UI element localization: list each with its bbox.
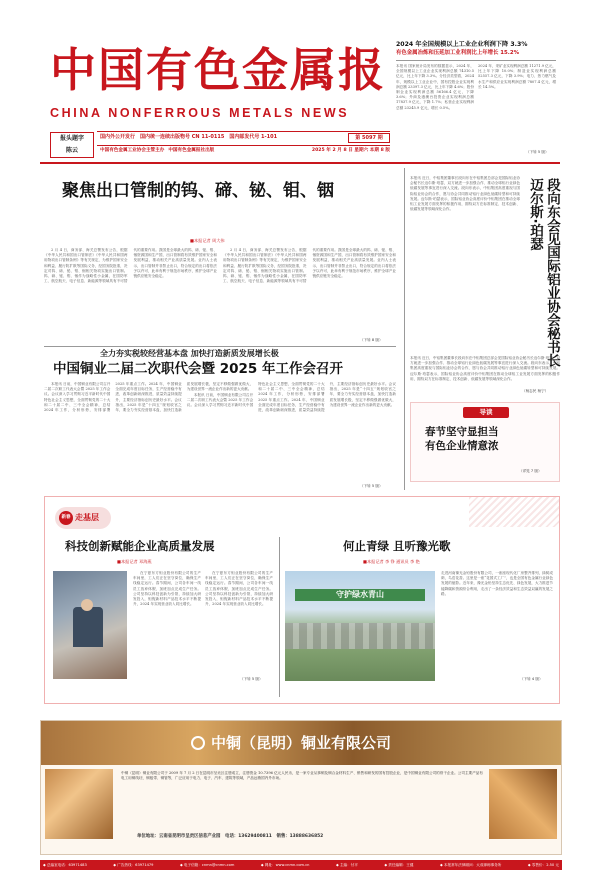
footer-item: ◆ 总编室电话：63971483 (43, 862, 87, 867)
guide-label: 导读 (463, 407, 509, 418)
footer-item: ◆ 主编：付平 (335, 862, 358, 867)
ad-contact (137, 833, 477, 839)
spring-right-photo (285, 571, 435, 681)
side-author: （杨志民 杨宁） (522, 389, 549, 393)
spring-left-headline: 科技创新赋能企业高质量发展 (65, 539, 215, 553)
feature-byline: ■本报记者 周大伟 (190, 238, 225, 243)
spring-right-byline: ■本报记者 李 铮 通讯员 李 艳 (363, 559, 420, 564)
top-headline-1: 2024 年全国规模以上工业企业利润下降 3.3% (396, 41, 528, 48)
publish-info: 国内外公开发行 (100, 134, 136, 140)
top-news (396, 40, 556, 158)
side-headline (524, 178, 560, 368)
spring-right-body: 走进河南豫光金铅股份有限公司，一座座现代化厂房整齐排列，绿树成荫，鸟语花香。这里是一座“花园式工厂”，也是全国有色金属行业绿色发展的缩影。近年来，豫光金铅坚持生态优先、绿色发展，大力推进节能降碳和资源综合利用，走出了一条经济效益和生态效益双赢的发展之路。 (441, 571, 553, 596)
feature-paragraph-cont: 2 月 4 日，商务部、海关总署发布公告，根据《中华人民共和国出口管制法》《中华人民共和国两用物项出口管制条例》等有关规定，为维护国家安全和利益、履行防扩散等国际义务，经国务院批准，决定对钨、碲、铋、钼、铟相关物项实施出口管制。钨、碲、铋、钼、铟作为战略性小金属，在国防军工、航空航天、电子信息、新能源等领域具有不可替代的重要作用。我国是全球最大的钨、碲、铋、钼、铟资源国和生产国，出口管制将有效维护国家安全和发展利益，推动相关产业高质量发展。业内人士表示，出口管制并非禁止出口，符合规定的出口将依法予以许可，此举有利于规范市场秩序，维护全球产业链供应链安全稳定。 (223, 248, 396, 284)
copper-paragraph: 本报讯 日前，中国铜业有限公司召开二届二次职工代表大会暨 2025 年工作会议。会议深入学习贯彻习近平新时代中国特色社会主义思想，全面贯彻党的二十大和二十届二中、三中全会精神，总结 2024 年工作，分析形势，安排部署 2025 年重点工作。2024 年，中国铜业全面完成年度目标任务，生产经营稳中有进，改革创新纵深推进，质量效益持续提升，主要经济指标创历史最好水平。会议指出，2025 年是“十四五”规划收官之年，要全力夯实经营基本盘，加快打造新质发展增长极，坚定不移做强做优做大，为建设世界一流企业作出新的更大贡献。 (44, 382, 254, 413)
spring-right-more: （下转 4 版） (520, 677, 543, 681)
cn-number: 国内统一连续出版物号 CN 11-0115 (140, 134, 225, 140)
top-news-col2: 2024 年，采矿业实现利润总额 11271.9 亿元，比上年下降 10.0%；制造业实现利润总额 52557.3 亿元，下降 3.9%；电力、热力燃气及水生产和供应业实现利润总额 7807.4 亿元，增长 14.5%。 (478, 64, 556, 89)
masthead-english: CHINA NONFERROUS METALS NEWS (50, 106, 350, 120)
top-news-more: （下转 5 版） (526, 150, 549, 154)
copper-subhead: 全力夯实税较经营基本盘 加快打造新质发展增长极 (100, 349, 279, 358)
copper-body (44, 382, 396, 478)
spring-section (44, 496, 560, 704)
feature-paragraph: 2 月 4 日，商务部、海关总署发布公告，根据《中华人民共和国出口管制法》《中华人民共和国两用物项出口管制条例》等有关规定，为维护国家安全和利益、履行防扩散等国际义务，经国务院批准，决定对钨、碲、铋、钼、铟相关物项实施出口管制。钨、碲、铋、钼、铟作为战略性小金属，在国防军工、航空航天、电子信息、新能源等领域具有不可替代的重要作用。我国是全球最大的钨、碲、铋、钼、铟资源国和生产国，出口管制将有效维护国家安全和发展利益，推动相关产业高质量发展。业内人士表示，出口管制并非禁止出口，符合规定的出口将依法予以许可，此举有利于规范市场秩序，维护全球产业链供应链安全稳定。 (44, 248, 217, 284)
spring-left-photo (53, 571, 127, 679)
spring-left-byline: ■本报记者 邓海燕 (117, 559, 152, 564)
guide-box[interactable] (410, 402, 560, 482)
footer-item: ◆ 本报常年法律顾问：大成律师事务所 (439, 862, 502, 867)
side-headline-text: 段向东会见国际铝业协会秘书长迈尔斯·珀瑟 (527, 178, 560, 367)
top-headline-2: 有色金属冶炼和压延加工业利润比上年增长 15.2% (396, 50, 520, 56)
footer-item: ◆ 责任编辑：王健 (384, 862, 414, 867)
issue-number: 第 5097 期 (348, 133, 390, 143)
stamp-name: 陈云 (65, 147, 78, 154)
masthead-stamp (50, 132, 94, 158)
spring-left-paragraph-cont: 在宁夏东方钽业股份有限公司的生产车间里，工人们正在坚守岗位，确保生产线稳定运行。春节期间，公司各车间一线员工放弃休假，加班加点完成生产任务。公司坚持以科技创新为引领，持续加大研发投入，钽铌新材料产品技术水平不断提升，2024 年实现营业收入同比增长。 (205, 571, 273, 607)
ad-logo (191, 736, 205, 750)
issue-date: 2025 年 2 月 8 日 星期六 本期 8 版 (311, 148, 390, 153)
ad-photo-left (45, 769, 113, 839)
masthead (50, 40, 390, 130)
side-body: 本报讯 近日，中铝集团董事长段向东在中铝集团总部会见国际铝业协会秘书长迈尔斯·珀瑟，双方就进一步加强合作、推动全球铝行业绿色低碳发展等事宜进行深入交流。段向东表示，中铝集团高度重视与国际铝业协会的合作，愿与协会共同推动铝行业绿色低碳转型和可持续发展。迈尔斯·珀瑟表示，国际铝业协会高度评价中铝集团在推动全球铝工业发展方面发挥的积极作用，期待双方在标准制定、技术创新、低碳发展等领域深化合作。 (410, 176, 520, 212)
footer-item: ◆ 广告热线：63971479 (113, 862, 154, 867)
badge-main: 走基层 (75, 513, 99, 522)
spring-left-body (133, 571, 273, 675)
footer-item: ◆ 零售价：2.50 元 (527, 862, 559, 867)
masthead-info-row2 (100, 147, 390, 157)
copper-paragraph-cont: 本报讯 日前，中国铜业有限公司召开二届二次职工代表大会暨 2025 年工作会议。会议深入学习贯彻习近平新时代中国特色社会主义思想，全面贯彻党的二十大和二十届二中、三中全会精神，总结 2024 年工作，分析形势，安排部署 2025 年重点工作。2024 年，中国铜业全面完成年度目标任务，生产经营稳中有进，改革创新纵深推进，质量效益持续提升，主要经济指标创历史最好水平。会议指出，2025 年是“十四五”规划收官之年，要全力夯实经营基本盘，加快打造新质发展增长极，坚定不移做强做优做大，为建设世界一流企业作出新的更大贡献。 (186, 382, 396, 413)
ad-company: 中铜（昆明）铜业有限公司 (211, 734, 392, 752)
spring-ornament (469, 497, 559, 527)
footer-link[interactable]: ◆ 网址：www.cnmn.com.cn (260, 862, 310, 867)
masthead-title: 中国有色金属报 (50, 43, 386, 97)
top-news-col1: 本报讯 国家统计局发布的数据显示，2024 年，全国规模以上工业企业实现利润总额 74310.5 亿元，比上年下降 3.3%。分经济类型看，2024 年，规模以上工业企业中，国有控股企业实现利润总额 23397.3 亿元，比上年下降 4.6%；股份制企业实现利润总额 56166.4 亿元，下降 3.6%；外商及港澳台投资企业实现利润总额 17837.9 亿元，下降 1.7%；私营企业实现利润总额 23245.9 亿元，增长 0.5%。 (396, 64, 474, 110)
spring-left-paragraph: 在宁夏东方钽业股份有限公司的生产车间里，工人们正在坚守岗位，确保生产线稳定运行。春节期间，公司各车间一线员工放弃休假，加班加点完成生产任务。公司坚持以科技创新为引领，持续加大研发投入，钽铌新材料产品技术水平不断提升，2024 年实现营业收入同比增长。 (133, 571, 201, 607)
spring-right-headline: 何止青绿 且听豫光歌 (343, 539, 451, 553)
feature-more: （下转 8 版） (360, 338, 383, 342)
ad-mobile-label: 销售： (276, 834, 290, 839)
guide-title-2[interactable]: 有色企业情意浓 (425, 440, 499, 452)
footer-bar (40, 860, 562, 870)
sponsor: 中国有色金属工业协会主管主办 (100, 148, 165, 153)
spring-left-more: （下转 5 版） (240, 677, 263, 681)
footer-item: ◆ 电子信箱：cnmn@cnmn.com (180, 862, 235, 867)
spring-badge (55, 507, 111, 529)
postal-code: 国内邮发代号 1-101 (229, 134, 278, 140)
ad-block (40, 720, 562, 855)
photo-slogan: 守护绿水青山 (295, 589, 425, 601)
stamp-label: 报头题字 (59, 135, 84, 142)
publisher: 中国有色金属报社出版 (168, 148, 215, 153)
copper-headline: 中国铜业二届二次职代会暨 2025 年工作会召开 (53, 361, 343, 377)
ad-photo-right (489, 769, 557, 839)
guide-more: （详见 7 版） (519, 469, 542, 473)
feature-headline: 聚焦出口管制的钨、碲、铋、钼、铟 (62, 181, 334, 201)
ad-address-label: 单位地址： (137, 834, 159, 839)
masthead-info-row1 (100, 133, 390, 144)
ad-address: 云南省昆明市呈贡区信息产业园 (158, 834, 221, 839)
side-body-lower: 本报讯 近日，中铝集团董事长段向东在中铝集团总部会见国际铝业协会秘书长迈尔斯·珀瑟，双方就进一步加强合作、推动全球铝行业绿色低碳发展等事宜进行深入交流。段向东表示，中铝集团高度重视与国际铝业协会的合作，愿与协会共同推动铝行业绿色低碳转型和可持续发展。迈尔斯·珀瑟表示，国际铝业协会高度评价中铝集团在推动全球铝工业发展方面发挥的积极作用，期待双方在标准制定、技术创新、低碳发展等领域深化合作。 (410, 356, 560, 381)
feature-body (44, 248, 396, 336)
copper-more: （下转 5 版） (360, 484, 383, 488)
ad-body: 中铜（昆明）铜业有限公司于 2009 年 7 月 2 日在昆明市呈贡区注册成立，注册资金 10.7396 亿元人民币，是一家专业从事铜及铜合金材料生产、销售和研发的国有控股企业，是中国铜业有限公司的骨干企业。公司主要产品有电工用铜线坯、铜板带、铜管等，广泛应用于电力、电子、汽车、建筑等领域，产品远销国内外市场。 (121, 771, 483, 781)
ad-title-bar (41, 721, 561, 765)
guide-title-1[interactable]: 春节坚守显担当 (425, 426, 499, 438)
badge-top: 新春 (59, 511, 73, 525)
ad-mobile: 13888636852 (289, 834, 324, 839)
ad-phone-label: 电话： (225, 834, 239, 839)
ad-phone: 13629400811 (238, 834, 272, 839)
